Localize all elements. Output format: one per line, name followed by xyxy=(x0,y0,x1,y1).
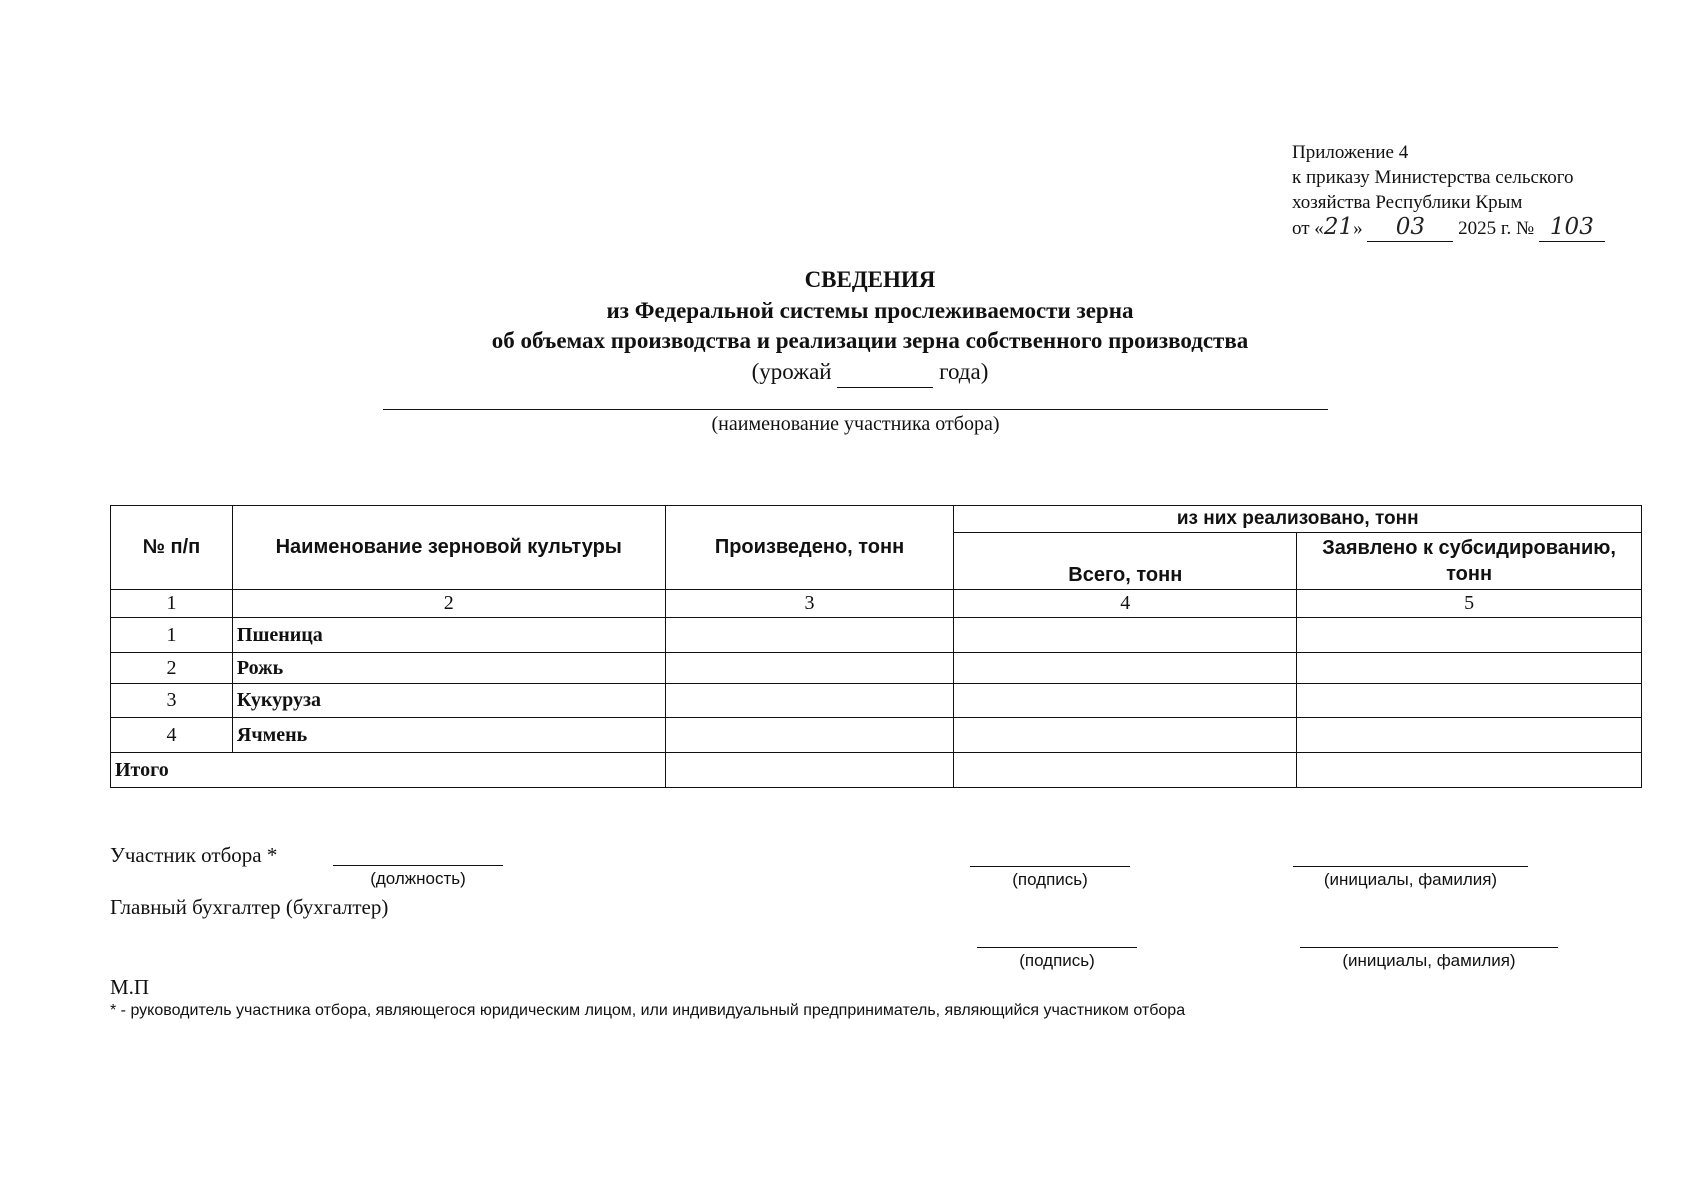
annex-year: 2025 г. № xyxy=(1458,218,1535,239)
row-num: 2 xyxy=(111,653,233,684)
harvest-suffix: года) xyxy=(939,359,989,384)
col-number: 3 xyxy=(665,590,954,618)
sold-total-cell[interactable] xyxy=(954,684,1297,718)
header-num: № п/п xyxy=(111,506,233,590)
participant-initials-line xyxy=(1293,866,1528,867)
col-number: 4 xyxy=(954,590,1297,618)
accountant-initials-caption: (инициалы, фамилия) xyxy=(1342,951,1516,970)
participant-signature-caption: (подпись) xyxy=(1012,870,1088,889)
header-total: Всего, тонн xyxy=(954,533,1297,590)
header-culture: Наименование зерновой культуры xyxy=(232,506,665,590)
header-produced: Произведено, тонн xyxy=(665,506,954,590)
table-row xyxy=(111,684,1642,718)
subsidy-total-cell[interactable] xyxy=(1297,753,1642,788)
column-number-row xyxy=(111,590,1642,618)
total-row xyxy=(111,753,1642,788)
position-caption: (должность) xyxy=(370,869,466,888)
produced-cell[interactable] xyxy=(665,718,954,753)
row-num: 4 xyxy=(111,718,233,753)
participant-name-line xyxy=(383,409,1328,410)
sold-total-cell[interactable] xyxy=(954,653,1297,684)
stamp-label: М.П xyxy=(110,975,150,999)
footnote: * - руководитель участника отбора, являющегося юридическим лицом, или индивидуальный предприниматель, являющийся участником отбора xyxy=(110,1002,1186,1019)
col-number: 1 xyxy=(111,590,233,618)
row-culture: Рожь xyxy=(232,653,665,684)
table-row xyxy=(111,618,1642,653)
sold-total-cell[interactable] xyxy=(954,718,1297,753)
row-culture: Ячмень xyxy=(232,718,665,753)
col-number: 2 xyxy=(232,590,665,618)
harvest-year-field xyxy=(837,357,933,388)
annex-number-field xyxy=(1539,215,1605,242)
table-header-row-1 xyxy=(111,506,1642,533)
header-sold-group: из них реализовано, тонн xyxy=(954,506,1642,533)
table-row xyxy=(111,718,1642,753)
annex-month-field xyxy=(1367,215,1453,242)
position-line xyxy=(333,865,503,866)
produced-total-cell[interactable] xyxy=(665,753,954,788)
accountant-label: Главный бухгалтер (бухгалтер) xyxy=(110,895,389,919)
subsidy-cell[interactable] xyxy=(1297,653,1642,684)
harvest-line xyxy=(0,357,1700,388)
total-label: Итого xyxy=(111,753,666,788)
annex-day-close: » xyxy=(1353,218,1363,239)
participant-name-caption: (наименование участника отбора) xyxy=(711,413,1000,435)
row-num: 1 xyxy=(111,618,233,653)
header-subsidy: Заявлено к субсидированию, тонн xyxy=(1297,533,1642,590)
accountant-signature-caption: (подпись) xyxy=(1019,951,1095,970)
accountant-signature-line xyxy=(977,947,1137,948)
annex-month: 03 xyxy=(1395,214,1425,240)
produced-cell[interactable] xyxy=(665,653,954,684)
participant-initials-caption: (инициалы, фамилия) xyxy=(1323,870,1498,889)
harvest-prefix: (урожай xyxy=(751,359,832,384)
doc-subtitle-1: из Федеральной системы прослеживаемости зерна xyxy=(606,298,1134,323)
produced-cell[interactable] xyxy=(665,618,954,653)
sold-total-cell[interactable] xyxy=(954,618,1297,653)
annex-date-line xyxy=(1292,215,1672,242)
produced-cell[interactable] xyxy=(665,684,954,718)
table-row xyxy=(111,653,1642,684)
annex-ministry-line: хозяйства Республики Крым xyxy=(1292,192,1523,213)
doc-title: СВЕДЕНИЯ xyxy=(804,267,936,292)
annex-date-prefix: от « xyxy=(1292,218,1324,239)
row-culture: Кукуруза xyxy=(232,684,665,718)
row-num: 3 xyxy=(111,684,233,718)
participant-label: Участник отбора * xyxy=(110,843,278,867)
subsidy-cell[interactable] xyxy=(1297,718,1642,753)
annex-number: 103 xyxy=(1549,214,1594,240)
subsidy-cell[interactable] xyxy=(1297,684,1642,718)
subsidy-cell[interactable] xyxy=(1297,618,1642,653)
sold-total-sum-cell[interactable] xyxy=(954,753,1297,788)
annex-block xyxy=(1292,140,1672,242)
col-number: 5 xyxy=(1297,590,1642,618)
grain-table xyxy=(110,505,1642,788)
doc-subtitle-2: об объемах производства и реализации зерна собственного производства xyxy=(491,328,1249,353)
annex-order-line: к приказу Министерства сельского xyxy=(1292,167,1574,188)
annex-day: 21 xyxy=(1323,214,1354,240)
participant-signature-line xyxy=(970,866,1130,867)
annex-title: Приложение 4 xyxy=(1292,142,1409,163)
row-culture: Пшеница xyxy=(232,618,665,653)
accountant-initials-line xyxy=(1300,947,1558,948)
